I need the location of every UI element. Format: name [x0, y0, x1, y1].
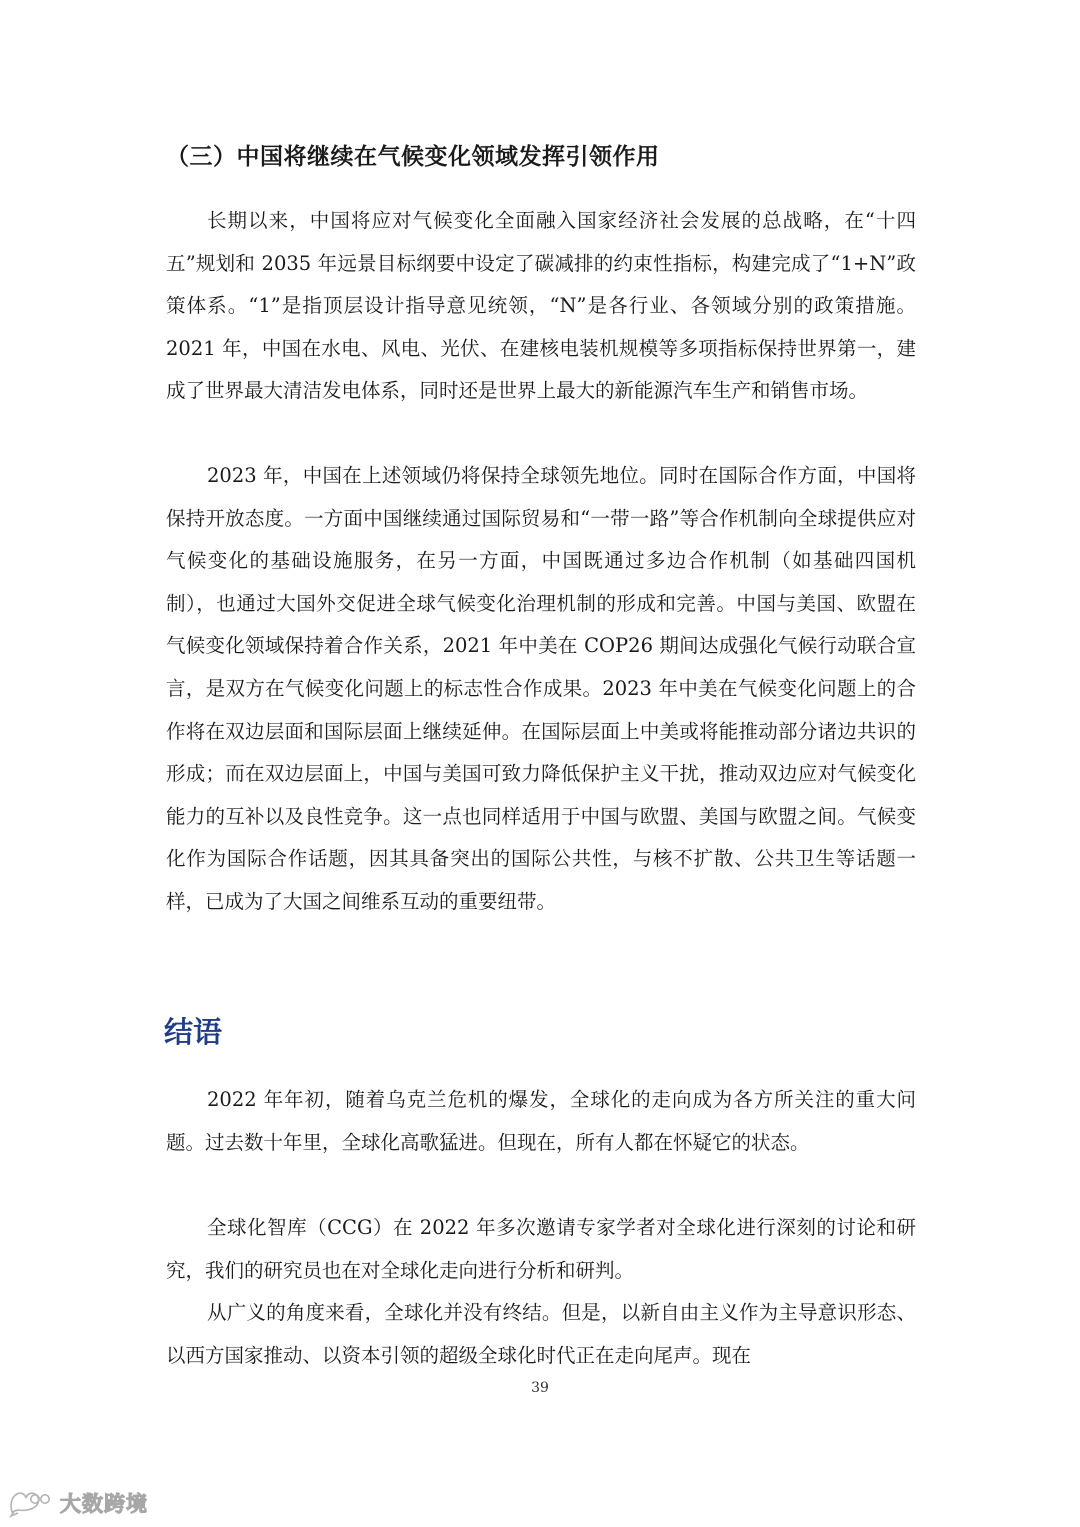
- chat-bubble-logo-icon: [8, 1488, 56, 1518]
- conclusion-paragraph: 2022 年年初，随着乌克兰危机的爆发，全球化的走向成为各方所关注的重大问题。过去数十年里，全球化高歌猛进。但现在，所有人都在怀疑它的状态。: [166, 1088, 916, 1154]
- page-number: 39: [531, 1380, 549, 1396]
- conclusion-paragraph: 从广义的角度来看，全球化并没有终结。但是，以新自由主义作为主导意识形态、以西方国家推动、以资本引领的超级全球化时代正在走向尾声。现在: [166, 1301, 916, 1367]
- conclusion-heading: 结语: [164, 1015, 223, 1049]
- section-heading: （三）中国将继续在气候变化领域发挥引领作用: [166, 144, 660, 170]
- conclusion-paragraph: 全球化智库（CCG）在 2022 年多次邀请专家学者对全球化进行深刻的讨论和研究，我们的研究员也在对全球化走向进行分析和研判。: [166, 1216, 916, 1282]
- watermark-text: 大数跨境: [60, 1492, 148, 1516]
- body-paragraph: 2023 年，中国在上述领域仍将保持全球领先地位。同时在国际合作方面，中国将保持开放态度。一方面中国继续通过国际贸易和“一带一路”等合作机制向全球提供应对气候变化的基础设施服务，在另一方面，中国既通过多边合作机制（如基础四国机制），也通过大国外交促进全球气候变化治理机制的形成和完善。中国与美国、欧盟在气候变化领域保持着合作关系，2021 年中美在 COP26 期间达成强化气候行动联合宣言，是双方在气候变化问题上的标志性合作成果。2023 年中美在气候变化问题上的合作将在双边层面和国际层面上继续延伸。在国际层面上中美或将能推动部分诸边共识的形成；而在双边层面上，中国与美国可致力降低保护主义干扰，推动双边应对气候变化能力的互补以及良性竞争。这一点也同样适用于中国与欧盟、美国与欧盟之间。气候变化作为国际合作话题，因其具备突出的国际公共性，与核不扩散、公共卫生等话题一样，已成为了大国之间维系互动的重要纽带。: [166, 464, 916, 913]
- watermark: [8, 1486, 148, 1520]
- body-paragraph: 长期以来，中国将应对气候变化全面融入国家经济社会发展的总战略，在“十四五”规划和 2035 年远景目标纲要中设定了碳减排的约束性指标，构建完成了“1+N”政策体系。“1”是指顶层设计指导意见统领，“N”是各行业、各领域分别的政策措施。2021 年，中国在水电、风电、光伏、在建核电装机规模等多项指标保持世界第一，建成了世界最大清洁发电体系，同时还是世界上最大的新能源汽车生产和销售市场。: [166, 209, 916, 403]
